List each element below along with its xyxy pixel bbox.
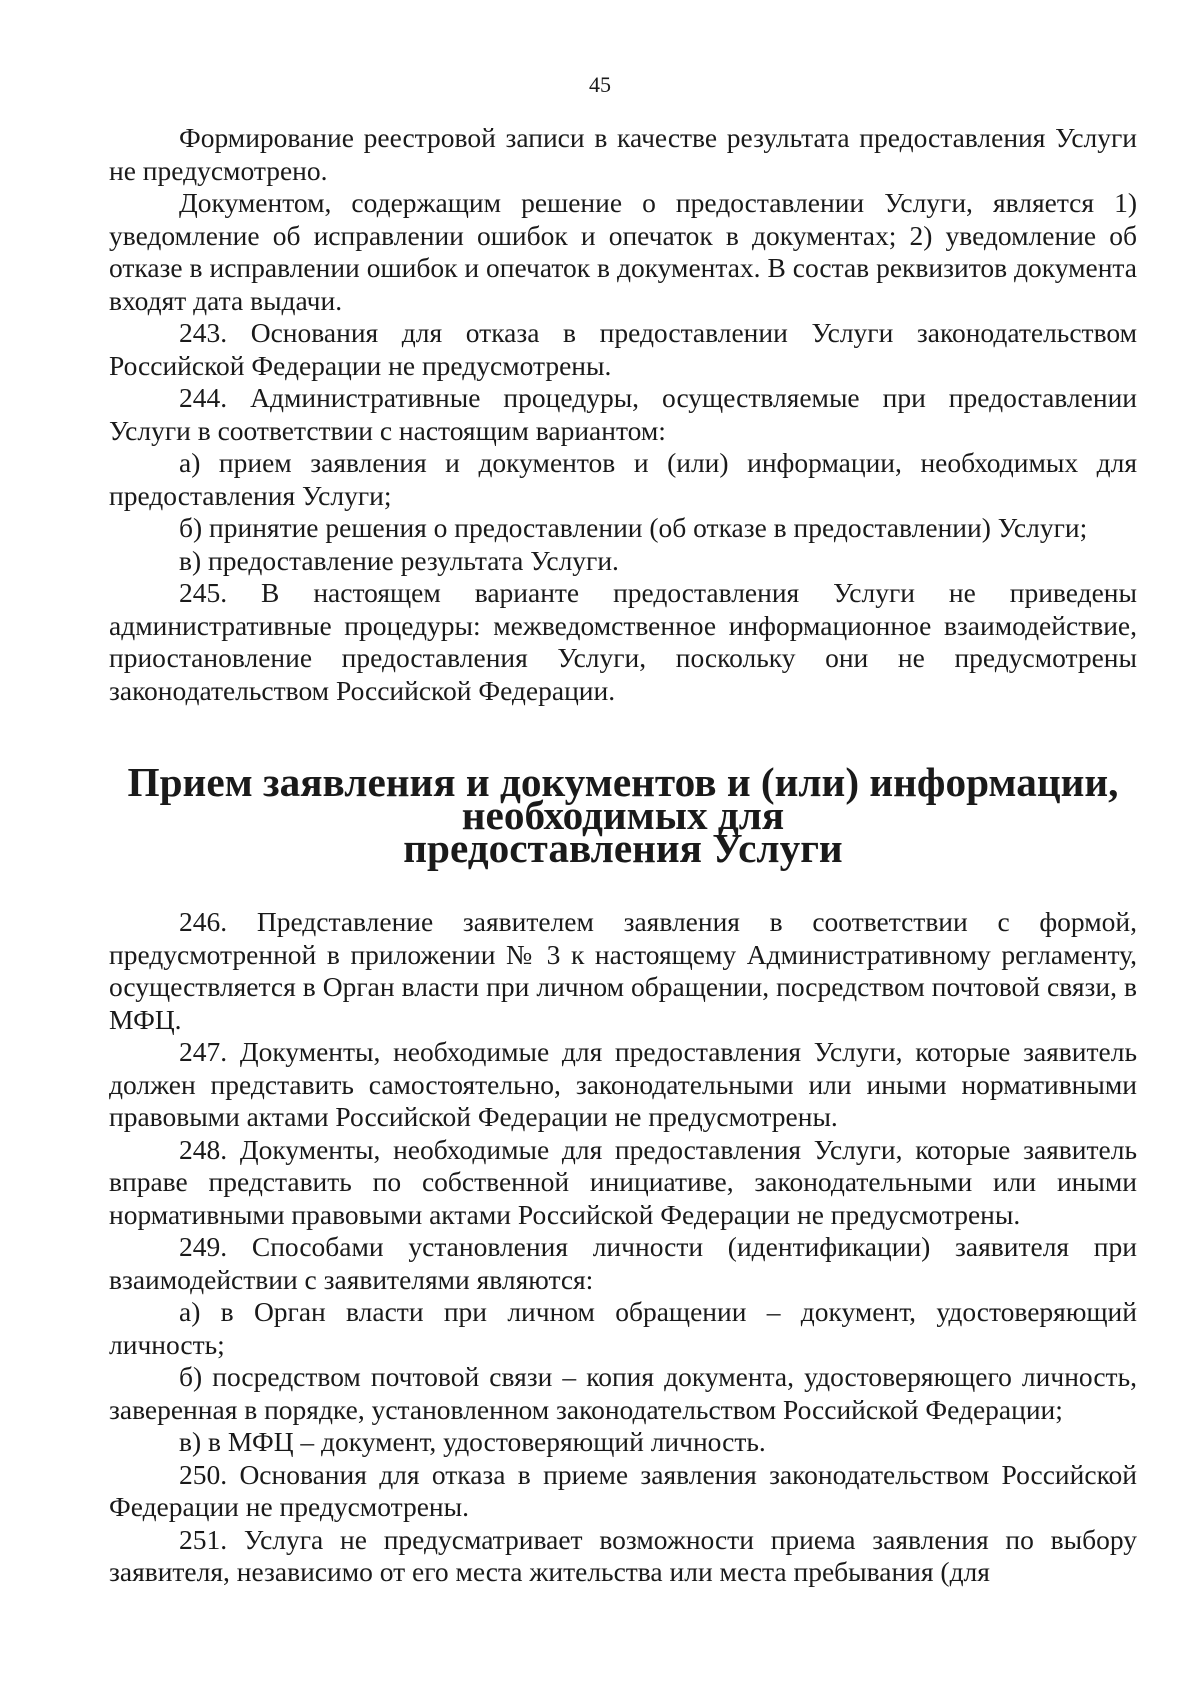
paragraph-244: 244. Административные процедуры, осуществляемые при предоставлении Услуги в соответствии с настоящим вариантом: (109, 382, 1137, 446)
paragraph-registry-record: Формирование реестровой записи в качестве результата предоставления Услуги не предусмотрено. (109, 122, 1137, 186)
paragraph-244-b: б) принятие решения о предоставлении (об отказе в предоставлении) Услуги; (179, 512, 1088, 543)
paragraph-249-b: б) посредством почтовой связи – копия документа, удостоверяющего личность, заверенная в порядке, установленном законодательством Российской Федерации; (109, 1361, 1137, 1425)
paragraph-249: 249. Способами установления личности (идентификации) заявителя при взаимодействии с заявителями являются: (109, 1231, 1137, 1295)
paragraph-244-a: а) прием заявления и документов и (или) информации, необходимых для предоставления Услуги; (109, 447, 1137, 511)
section-heading-line-2: предоставления Услуги (403, 825, 843, 871)
paragraph-246: 246. Представление заявителем заявления в соответствии с формой, предусмотренной в приложении № 3 к настоящему Административному регламенту, осуществляется в Орган власти при личном обращении, посредством почтовой связи, в МФЦ. (109, 906, 1137, 1035)
paragraph-245: 245. В настоящем варианте предоставления Услуги не приведены административные процедуры: межведомственное информационное взаимодействие, приостановление предоставления Услуги, поскольку они не предусмотрены законодательством Российской Федерации. (109, 577, 1137, 706)
paragraph-243: 243. Основания для отказа в предоставлении Услуги законодательством Российской Федерации не предусмотрены. (109, 317, 1137, 381)
section-heading-line-1: Прием заявления и документов и (или) информации, необходимых для (127, 759, 1119, 838)
paragraph-250: 250. Основания для отказа в приеме заявления законодательством Российской Федерации не предусмотрены. (109, 1458, 1137, 1522)
paragraph-decision-document: Документом, содержащим решение о предоставлении Услуги, является 1) уведомление об исправлении ошибок и опечаток в документах; 2) уведомление об отказе в исправлении ошибок и опечаток в документах. В состав реквизитов документа входят дата выдачи. (109, 187, 1137, 316)
paragraph-249-a: а) в Орган власти при личном обращении – документ, удостоверяющий личность; (109, 1296, 1137, 1360)
paragraph-248: 248. Документы, необходимые для предоставления Услуги, которые заявитель вправе представить по собственной инициативе, законодательными или иными нормативными правовыми актами Российской Федерации не предусмотрены. (109, 1133, 1137, 1230)
paragraph-249-v: в) в МФЦ – документ, удостоверяющий личность. (179, 1426, 766, 1457)
section-heading (109, 759, 1137, 871)
page-number: 45 (589, 72, 611, 97)
document-body (109, 122, 1137, 1589)
paragraph-251: 251. Услуга не предусматривает возможности приема заявления по выбору заявителя, независимо от его места жительства или места пребывания (для (109, 1523, 1137, 1587)
paragraph-244-v: в) предоставление результата Услуги. (179, 544, 619, 576)
paragraph-247: 247. Документы, необходимые для предоставления Услуги, которые заявитель должен представить самостоятельно, законодательными или иными нормативными правовыми актами Российской Федерации не предусмотрены. (109, 1036, 1137, 1132)
